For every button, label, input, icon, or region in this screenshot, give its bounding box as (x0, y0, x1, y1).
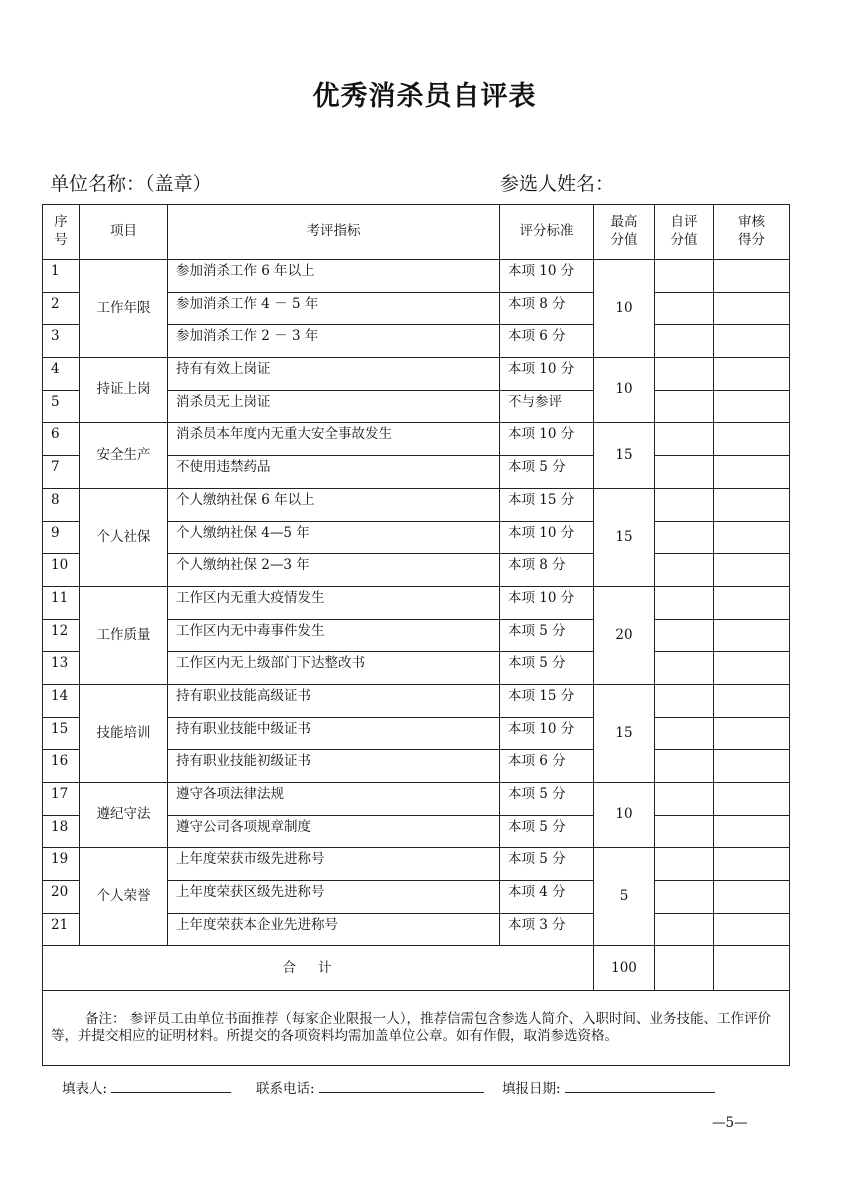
indicator-cell: 持有职业技能高级证书 (168, 684, 500, 717)
audit-score-cell[interactable] (714, 913, 790, 946)
max-score-cell: 10 (594, 260, 655, 358)
standard-cell: 本项 4 分 (500, 881, 594, 914)
row-seq: 13 (43, 652, 80, 685)
max-score-cell: 10 (594, 358, 655, 423)
category-cell: 个人社保 (80, 488, 168, 586)
max-score-cell: 15 (594, 488, 655, 586)
indicator-cell: 参加消杀工作 2 － 3 年 (168, 325, 500, 358)
indicator-cell: 消杀员无上岗证 (168, 390, 500, 423)
indicator-cell: 参加消杀工作 6 年以上 (168, 260, 500, 293)
row-seq: 10 (43, 554, 80, 587)
table-row (43, 488, 790, 521)
filler-blank[interactable] (111, 1078, 231, 1093)
max-score-cell: 10 (594, 783, 655, 848)
self-score-cell[interactable] (655, 881, 714, 914)
header-max-score: 最高 分值 (594, 205, 655, 260)
category-cell: 技能培训 (80, 684, 168, 782)
audit-score-cell[interactable] (714, 783, 790, 816)
self-score-cell[interactable] (655, 456, 714, 489)
indicator-cell: 遵守公司各项规章制度 (168, 815, 500, 848)
self-score-cell[interactable] (655, 783, 714, 816)
indicator-cell: 持有职业技能初级证书 (168, 750, 500, 783)
audit-score-cell[interactable] (714, 292, 790, 325)
total-self-score-cell[interactable] (655, 946, 714, 991)
self-score-cell[interactable] (655, 488, 714, 521)
audit-score-cell[interactable] (714, 521, 790, 554)
filler-label: 填表人: (62, 1081, 108, 1097)
date-field (502, 1077, 715, 1097)
standard-cell: 本项 10 分 (500, 260, 594, 293)
category-cell: 个人荣誉 (80, 848, 168, 946)
standard-cell: 本项 5 分 (500, 652, 594, 685)
row-seq: 17 (43, 783, 80, 816)
indicator-cell: 持有有效上岗证 (168, 358, 500, 391)
audit-score-cell[interactable] (714, 881, 790, 914)
category-cell: 工作质量 (80, 586, 168, 684)
total-audit-score-cell[interactable] (714, 946, 790, 991)
row-seq: 12 (43, 619, 80, 652)
note-text: 备注： 参评员工由单位书面推荐（每家企业限报一人），推荐信需包含参选人简介、入职时间、业务技能、工作评价等，并提交相应的证明材料。所提交的各项资料均需加盖单位公章。如有作假，取消参选资格。 (43, 991, 790, 1066)
audit-score-cell[interactable] (714, 554, 790, 587)
indicator-cell: 遵守各项法律法规 (168, 783, 500, 816)
phone-blank[interactable] (319, 1078, 484, 1093)
total-row (43, 946, 790, 991)
table-row (43, 358, 790, 391)
standard-cell: 本项 6 分 (500, 750, 594, 783)
row-seq: 4 (43, 358, 80, 391)
self-score-cell[interactable] (655, 848, 714, 881)
row-seq: 6 (43, 423, 80, 456)
indicator-cell: 工作区内无重大疫情发生 (168, 586, 500, 619)
standard-cell: 本项 15 分 (500, 684, 594, 717)
table-row (43, 848, 790, 881)
self-score-cell[interactable] (655, 815, 714, 848)
audit-score-cell[interactable] (714, 423, 790, 456)
category-cell: 工作年限 (80, 260, 168, 358)
note-row (43, 991, 790, 1066)
indicator-cell: 个人缴纳社保 2—3 年 (168, 554, 500, 587)
unit-name-label: 单位名称：（盖章） (50, 173, 212, 195)
self-score-cell[interactable] (655, 554, 714, 587)
self-score-cell[interactable] (655, 586, 714, 619)
indicator-cell: 工作区内无中毒事件发生 (168, 619, 500, 652)
max-score-cell: 5 (594, 848, 655, 946)
standard-cell: 本项 8 分 (500, 292, 594, 325)
category-cell: 遵纪守法 (80, 783, 168, 848)
self-score-cell[interactable] (655, 325, 714, 358)
date-blank[interactable] (565, 1078, 715, 1093)
total-label: 合计 (43, 946, 594, 991)
standard-cell: 本项 6 分 (500, 325, 594, 358)
self-score-cell[interactable] (655, 913, 714, 946)
row-seq: 9 (43, 521, 80, 554)
page-title: 优秀消杀员自评表 (312, 81, 537, 112)
header-audit-score: 审核 得分 (714, 205, 790, 260)
candidate-name-label: 参选人姓名： (500, 173, 615, 195)
audit-score-cell[interactable] (714, 652, 790, 685)
standard-cell: 本项 3 分 (500, 913, 594, 946)
audit-score-cell[interactable] (714, 684, 790, 717)
table-row (43, 423, 790, 456)
header-self-score: 自评 分值 (655, 205, 714, 260)
category-cell: 持证上岗 (80, 358, 168, 423)
audit-score-cell[interactable] (714, 750, 790, 783)
phone-field (256, 1077, 484, 1097)
row-seq: 11 (43, 586, 80, 619)
table-row (43, 684, 790, 717)
category-cell: 安全生产 (80, 423, 168, 488)
standard-cell: 本项 10 分 (500, 358, 594, 391)
row-seq: 18 (43, 815, 80, 848)
indicator-cell: 个人缴纳社保 4—5 年 (168, 521, 500, 554)
self-score-cell[interactable] (655, 652, 714, 685)
total-max-score: 100 (594, 946, 655, 991)
phone-label: 联系电话: (256, 1081, 315, 1097)
standard-cell: 本项 5 分 (500, 815, 594, 848)
row-seq: 15 (43, 717, 80, 750)
standard-cell: 本项 10 分 (500, 521, 594, 554)
audit-score-cell[interactable] (714, 619, 790, 652)
row-seq: 21 (43, 913, 80, 946)
indicator-cell: 上年度荣获市级先进称号 (168, 848, 500, 881)
row-seq: 20 (43, 881, 80, 914)
header-seq: 序 号 (43, 205, 80, 260)
table-row (43, 260, 790, 293)
self-score-cell[interactable] (655, 521, 714, 554)
indicator-cell: 上年度荣获本企业先进称号 (168, 913, 500, 946)
indicator-cell: 个人缴纳社保 6 年以上 (168, 488, 500, 521)
max-score-cell: 15 (594, 684, 655, 782)
audit-score-cell[interactable] (714, 586, 790, 619)
audit-score-cell[interactable] (714, 456, 790, 489)
row-seq: 14 (43, 684, 80, 717)
standard-cell: 本项 10 分 (500, 586, 594, 619)
row-seq: 16 (43, 750, 80, 783)
page-number: —5— (712, 1115, 748, 1131)
standard-cell: 本项 15 分 (500, 488, 594, 521)
row-seq: 7 (43, 456, 80, 489)
self-score-cell[interactable] (655, 750, 714, 783)
row-seq: 3 (43, 325, 80, 358)
indicator-cell: 消杀员本年度内无重大安全事故发生 (168, 423, 500, 456)
standard-cell: 本项 5 分 (500, 456, 594, 489)
audit-score-cell[interactable] (714, 717, 790, 750)
table-row (43, 586, 790, 619)
self-score-cell[interactable] (655, 423, 714, 456)
table-row (43, 783, 790, 816)
standard-cell: 不与参评 (500, 390, 594, 423)
max-score-cell: 15 (594, 423, 655, 488)
self-score-cell[interactable] (655, 260, 714, 293)
row-seq: 2 (43, 292, 80, 325)
audit-score-cell[interactable] (714, 358, 790, 391)
standard-cell: 本项 5 分 (500, 783, 594, 816)
audit-score-cell[interactable] (714, 488, 790, 521)
table-header-row (43, 205, 790, 260)
indicator-cell: 持有职业技能中级证书 (168, 717, 500, 750)
header-item: 项目 (80, 205, 168, 260)
audit-score-cell[interactable] (714, 260, 790, 293)
indicator-cell: 参加消杀工作 4 － 5 年 (168, 292, 500, 325)
self-score-cell[interactable] (655, 717, 714, 750)
standard-cell: 本项 10 分 (500, 423, 594, 456)
audit-score-cell[interactable] (714, 815, 790, 848)
table-body (43, 260, 790, 1066)
audit-score-cell[interactable] (714, 390, 790, 423)
indicator-cell: 不使用违禁药品 (168, 456, 500, 489)
self-score-cell[interactable] (655, 684, 714, 717)
max-score-cell: 20 (594, 586, 655, 684)
row-seq: 5 (43, 390, 80, 423)
audit-score-cell[interactable] (714, 848, 790, 881)
standard-cell: 本项 5 分 (500, 619, 594, 652)
self-score-cell[interactable] (655, 390, 714, 423)
standard-cell: 本项 8 分 (500, 554, 594, 587)
standard-cell: 本项 10 分 (500, 717, 594, 750)
date-label: 填报日期: (502, 1081, 561, 1097)
filler-field (62, 1077, 231, 1097)
row-seq: 19 (43, 848, 80, 881)
row-seq: 1 (43, 260, 80, 293)
header-standard: 评分标准 (500, 205, 594, 260)
self-score-cell[interactable] (655, 358, 714, 391)
self-score-cell[interactable] (655, 292, 714, 325)
indicator-cell: 工作区内无上级部门下达整改书 (168, 652, 500, 685)
audit-score-cell[interactable] (714, 325, 790, 358)
standard-cell: 本项 5 分 (500, 848, 594, 881)
indicator-cell: 上年度荣获区级先进称号 (168, 881, 500, 914)
evaluation-table (42, 204, 790, 1066)
header-indicator: 考评指标 (168, 205, 500, 260)
self-score-cell[interactable] (655, 619, 714, 652)
row-seq: 8 (43, 488, 80, 521)
